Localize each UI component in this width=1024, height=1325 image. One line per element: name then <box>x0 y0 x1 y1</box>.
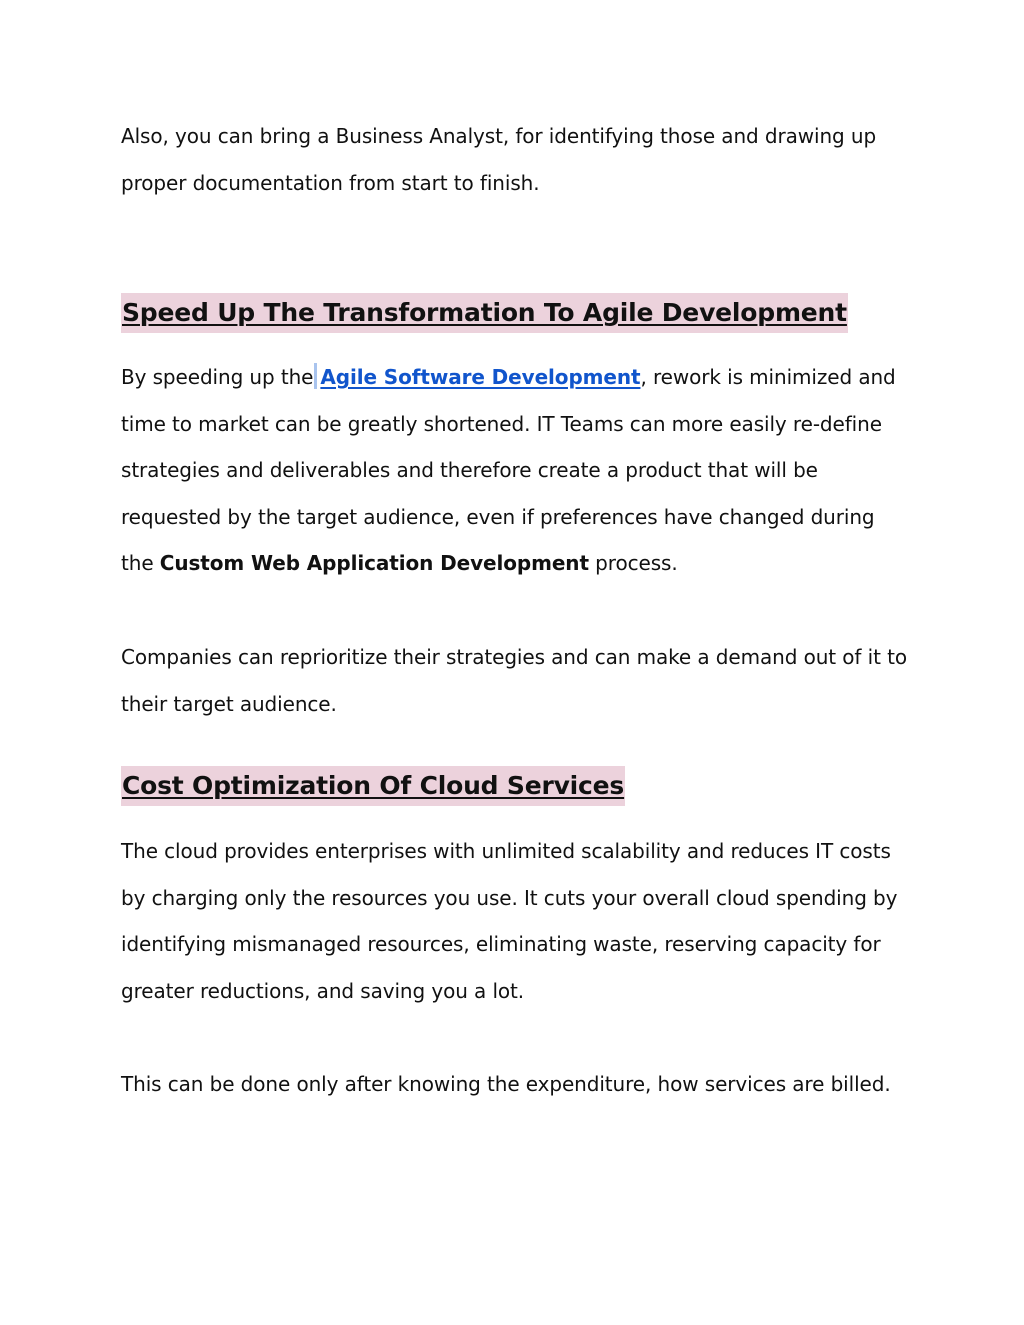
companies-paragraph <box>121 634 911 727</box>
agile-paragraph-lead: By speeding up the <box>121 365 314 389</box>
intro-paragraph <box>121 113 911 206</box>
expenditure-paragraph-text: This can be done only after knowing the expenditure, how services are billed. <box>121 1072 891 1096</box>
agile-software-development-link[interactable]: Agile Software Development <box>320 365 641 389</box>
agile-paragraph <box>121 354 911 587</box>
section-heading-agile <box>121 293 848 333</box>
agile-paragraph-end: process. <box>588 551 678 575</box>
section-heading-cloud <box>121 766 625 806</box>
section-heading-cloud-text: Cost Optimization Of Cloud Services <box>122 771 625 800</box>
cloud-paragraph <box>121 828 911 1014</box>
section-heading-agile-text: Speed Up The Transformation To Agile Development <box>122 298 847 327</box>
custom-web-app-dev-bold: Custom Web Application Development <box>159 551 589 575</box>
expenditure-paragraph <box>121 1061 911 1108</box>
intro-text: Also, you can bring a Business Analyst, for identifying those and drawing up proper documentation from start to finish. <box>121 124 877 195</box>
text-cursor-marker <box>314 363 317 389</box>
cloud-paragraph-text: The cloud provides enterprises with unlimited scalability and reduces IT costs by charging only the resources you use. It cuts your overall cloud spending by identifying mismanaged resources, eliminating waste, reserving capacity for greater reductions, and saving you a lot. <box>121 839 898 1003</box>
agile-paragraph-body: , rework is minimized and time to market can be greatly shortened. IT Teams can more easily re-define strategies and deliverables and therefore create a product that will be requested by the target audience, even if preferences have changed during the <box>121 365 896 575</box>
companies-paragraph-text: Companies can reprioritize their strategies and can make a demand out of it to their target audience. <box>121 645 907 716</box>
